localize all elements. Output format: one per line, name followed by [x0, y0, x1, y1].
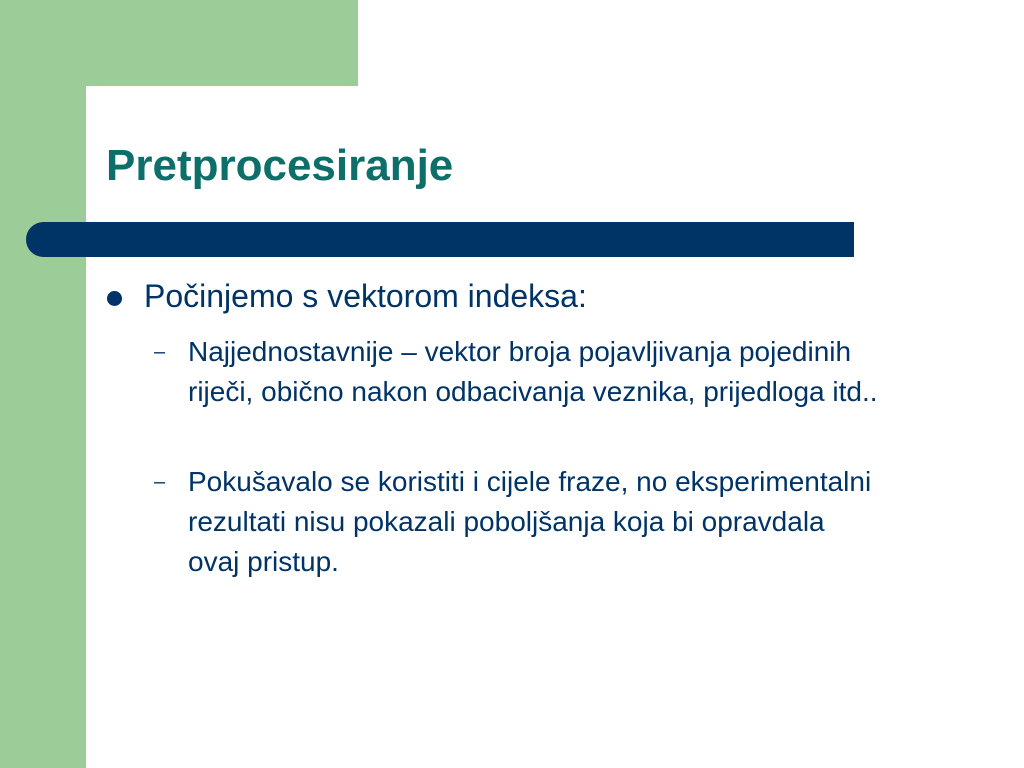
slide-title: Pretprocesiranje	[106, 141, 454, 190]
bullet-text: Počinjemo s vektorom indeksa:	[144, 278, 587, 314]
dash-marker-icon: –	[154, 341, 166, 363]
sub-bullet-text: Najjednostavnije – vektor broja pojavljivanja pojedinih riječi, obično nakon odbacivanja veznika, prijedloga itd..	[188, 336, 878, 407]
dash-marker-icon: –	[154, 471, 166, 493]
bullet-dot-icon	[107, 291, 122, 306]
sub-bullet-text: Pokušavalo se koristiti i cijele fraze, no eksperimentalni rezultati nisu pokazali poboljšanja koja bi opravdala ovaj pristup.	[188, 466, 872, 577]
